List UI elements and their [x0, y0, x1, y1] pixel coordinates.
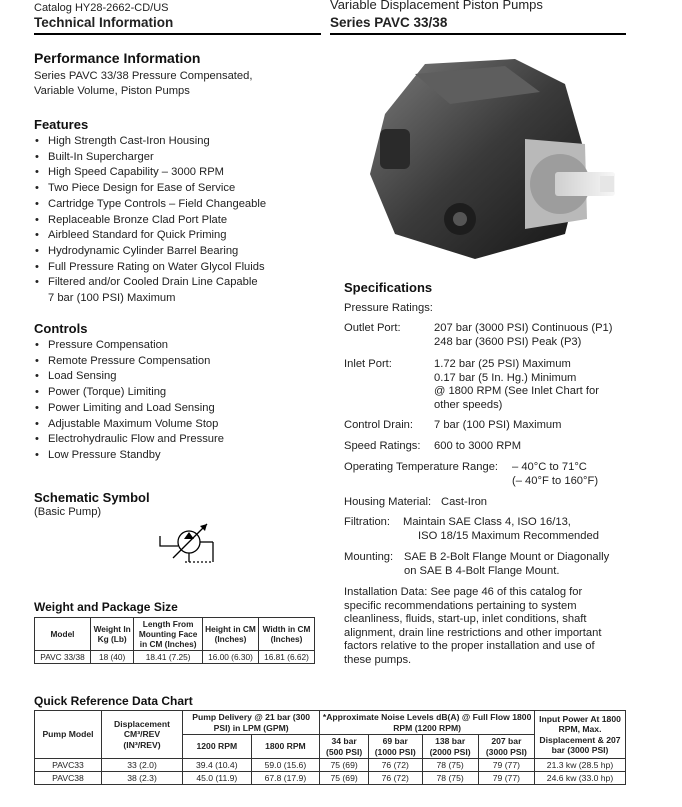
table-header-row [35, 618, 315, 651]
list-item: • Airbleed Standard for Quick Priming [34, 228, 324, 244]
pump-photo [355, 44, 615, 274]
list-item: • Low Pressure Standby [34, 448, 324, 464]
list-item: • Replaceable Bronze Clad Port Plate [34, 213, 324, 229]
list-item: • Two Piece Design for Ease of Service [34, 181, 324, 197]
list-item: • Power Limiting and Load Sensing [34, 401, 324, 417]
catalog-number: Catalog HY28-2662-CD/US [34, 2, 169, 14]
series-title: Series PAVC 33/38 [330, 15, 448, 30]
inlet-label: Inlet Port: [344, 358, 392, 370]
col-pump-model: Pump Model [35, 711, 102, 759]
outlet-label: Outlet Port: [344, 322, 401, 334]
pump-schematic-symbol [155, 518, 225, 568]
inlet-value: 1.72 bar (25 PSI) Maximum 0.17 bar (5 In. Hg.) Minimum @ 1800 RPM (See Inlet Chart for other speeds) [434, 358, 599, 411]
table-subheader-row: 1200 RPM 1800 RPM 34 bar (500 PSI) 69 bar (1000 PSI) 138 bar (2000 PSI) 207 bar (3000 PSI) [35, 735, 626, 759]
list-item: • Remote Pressure Compensation [34, 354, 324, 370]
mounting-label: Mounting: [344, 551, 394, 563]
col-noise-levels: *Approximate Noise Levels dB(A) @ Full Flow 1800 RPM (1200 RPM) [320, 711, 535, 735]
controls-list [34, 338, 324, 464]
mounting-value: SAE B 2-Bolt Flange Mount or Diagonally on SAE B 4-Bolt Flange Mount. [404, 551, 610, 577]
list-item: • Hydrodynamic Cylinder Barrel Bearing [34, 244, 324, 260]
list-item-continuation: 7 bar (100 PSI) Maximum [48, 292, 176, 305]
col-model: Model [35, 618, 91, 651]
control-drain-value: 7 bar (100 PSI) Maximum [434, 419, 562, 431]
filtration-label: Filtration: [344, 516, 391, 528]
list-item: • Cartridge Type Controls – Field Changeable [34, 197, 324, 213]
col-pump-delivery: Pump Delivery @ 21 bar (300 PSI) in LPM (GPM) [183, 711, 320, 735]
pressure-ratings-label: Pressure Ratings: [344, 302, 433, 314]
speed-value: 600 to 3000 RPM [434, 440, 522, 452]
list-item: • Filtered and/or Cooled Drain Line Capable [34, 275, 324, 291]
col-height: Height in CM (Inches) [202, 618, 258, 651]
section-title-left: Technical Information [34, 15, 174, 30]
speed-label: Speed Ratings: [344, 440, 421, 452]
col-weight: Weight In Kg (Lb) [91, 618, 134, 651]
table-row: PAVC33 33 (2.0) 39.4 (10.4) 59.0 (15.6) 75 (69) 76 (72) 78 (75) 79 (77) 21.3 kw (28.5 hp) [35, 759, 626, 772]
weight-heading: Weight and Package Size [34, 600, 178, 614]
installation-data: Installation Data: See page 46 of this catalog for specific recommendations pertaining to system cleanliness, fluids, start-up, inlet conditions, shaft alignment, drain line restrictions and other important factors relative to the proper installation and use of these pumps. [344, 586, 602, 666]
table-row: PAVC 33/38 18 (40) 18.41 (7.25) 16.00 (6.30) 16.81 (6.62) [35, 651, 315, 664]
col-length: Length From Mounting Face in CM (Inches) [134, 618, 203, 651]
list-item: • Power (Torque) Limiting [34, 385, 324, 401]
list-item: • Load Sensing [34, 369, 324, 385]
list-item: • Pressure Compensation [34, 338, 324, 354]
quickref-heading: Quick Reference Data Chart [34, 694, 193, 708]
housing-value: Cast-Iron [441, 496, 488, 508]
control-drain-label: Control Drain: [344, 419, 414, 431]
table-header-row [35, 711, 626, 735]
list-item: • High Speed Capability – 3000 RPM [34, 165, 324, 181]
table-row: PAVC38 38 (2.3) 45.0 (11.9) 67.8 (17.9) 75 (69) 76 (72) 78 (75) 79 (77) 24.6 kw (33.0 hp) [35, 772, 626, 785]
features-heading: Features [34, 117, 89, 132]
col-displacement: Displacement CM³/REV (IN³/REV) [102, 711, 183, 759]
list-item: • Electrohydraulic Flow and Pressure [34, 432, 324, 448]
weight-table [34, 617, 315, 664]
outlet-value: 207 bar (3000 PSI) Continuous (P1) 248 bar (3600 PSI) Peak (P3) [434, 322, 613, 348]
list-item: • Built-In Supercharger [34, 150, 324, 166]
controls-heading: Controls [34, 321, 88, 336]
list-item: • High Strength Cast-Iron Housing [34, 134, 324, 150]
col-width: Width in CM (Inches) [258, 618, 314, 651]
performance-heading: Performance Information [34, 50, 201, 66]
list-item: • Full Pressure Rating on Water Glycol Fluids [34, 260, 324, 276]
temp-label: Operating Temperature Range: [344, 461, 499, 473]
product-line: Variable Displacement Piston Pumps [330, 0, 543, 12]
schematic-heading: Schematic Symbol [34, 490, 150, 505]
quickref-table [34, 710, 626, 785]
features-list [34, 134, 324, 307]
col-input-power: Input Power At 1800 RPM, Max. Displacement & 207 bar (3000 PSI) [535, 711, 626, 759]
header-rule-left [34, 33, 321, 35]
header-rule-right [330, 33, 626, 35]
list-item: • Adjustable Maximum Volume Stop [34, 417, 324, 433]
schematic-subtitle: (Basic Pump) [34, 506, 102, 518]
temp-value: – 40°C to 71°C (– 40°F to 160°F) [512, 461, 599, 487]
performance-text: Series PAVC 33/38 Pressure Compensated, Variable Volume, Piston Pumps [34, 70, 253, 97]
specs-heading: Specifications [344, 280, 433, 295]
housing-label: Housing Material: [344, 496, 432, 508]
filtration-value: Maintain SAE Class 4, ISO 16/13, ISO 18/15 Maximum Recommended [403, 516, 599, 542]
